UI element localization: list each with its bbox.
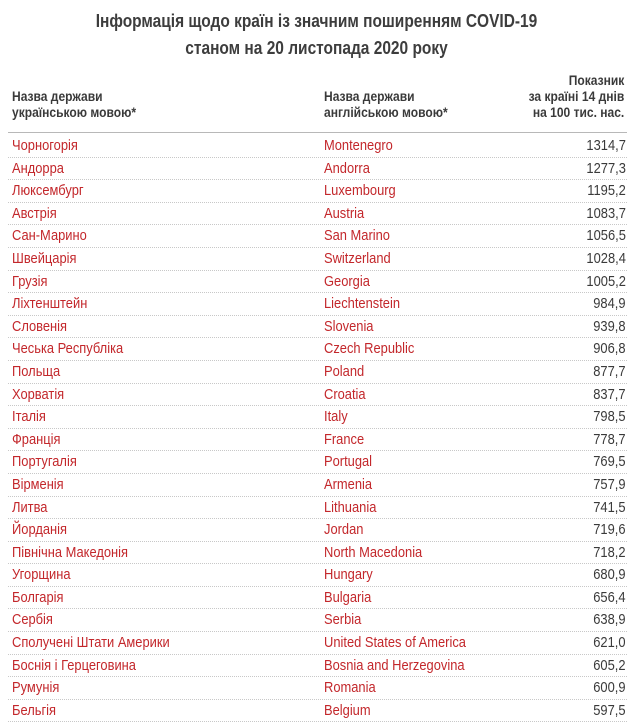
table-row <box>8 429 627 452</box>
country-name-ukrainian: Сан-Марино <box>12 227 87 245</box>
incidence-value: 1083,7 <box>586 204 626 222</box>
column-header-incidence <box>528 72 624 120</box>
incidence-value: 638,9 <box>593 611 626 629</box>
table-row <box>8 338 627 361</box>
column-header-incidence-line-1: Показник <box>568 72 624 88</box>
incidence-value: 877,7 <box>593 362 626 380</box>
country-name-ukrainian: Франція <box>12 430 61 448</box>
column-header-ukrainian-line-1: Назва держави <box>12 88 103 104</box>
country-table-body <box>8 135 627 722</box>
country-name-ukrainian: Сербія <box>12 611 53 629</box>
incidence-value: 837,7 <box>593 385 626 403</box>
country-name-ukrainian: Вірменія <box>12 475 64 493</box>
incidence-value: 798,5 <box>593 408 626 426</box>
country-name-english: North Macedonia <box>324 543 423 561</box>
country-name-ukrainian: Боснія і Герцеговина <box>12 656 136 674</box>
table-row <box>8 203 627 226</box>
incidence-value: 1195,2 <box>587 182 626 200</box>
country-name-ukrainian: Болгарія <box>12 588 64 606</box>
country-name-ukrainian: Чорногорія <box>12 137 78 154</box>
table-row <box>8 587 627 610</box>
table-row <box>8 384 627 407</box>
country-name-english: Portugal <box>324 453 373 471</box>
table-row <box>8 700 627 722</box>
country-name-ukrainian: Румунія <box>12 679 60 697</box>
table-row <box>8 497 627 520</box>
country-name-ukrainian: Польща <box>12 362 61 380</box>
country-name-english: San Marino <box>324 227 390 245</box>
table-row <box>8 135 627 158</box>
table-row <box>8 406 627 429</box>
country-name-english: Italy <box>324 408 348 426</box>
country-name-english: Andorra <box>324 159 370 177</box>
country-name-ukrainian: Сполучені Штати Америки <box>12 634 170 652</box>
incidence-value: 600,9 <box>593 679 626 697</box>
column-header-ukrainian-name <box>12 88 136 120</box>
country-name-english: Bosnia and Herzegovina <box>324 656 465 674</box>
country-name-english: Austria <box>324 204 365 222</box>
incidence-value: 939,8 <box>593 317 626 335</box>
country-name-english: Liechtenstein <box>324 295 401 313</box>
country-name-english: Romania <box>324 679 376 697</box>
incidence-value: 1056,5 <box>586 227 626 245</box>
country-name-english: Czech Republic <box>324 340 415 358</box>
country-name-ukrainian: Португалія <box>12 453 77 471</box>
column-header-english-line-1: Назва держави <box>324 88 415 104</box>
country-name-ukrainian: Хорватія <box>12 385 65 403</box>
column-header-english-name <box>324 88 448 120</box>
incidence-value: 984,9 <box>593 295 626 313</box>
table-row <box>8 451 627 474</box>
country-name-english: Poland <box>324 362 365 380</box>
incidence-value: 769,5 <box>593 453 626 471</box>
country-name-ukrainian: Угорщина <box>12 566 71 584</box>
incidence-value: 621,0 <box>593 634 626 652</box>
incidence-value: 741,5 <box>593 498 626 516</box>
table-row <box>8 316 627 339</box>
table-row <box>8 225 627 248</box>
country-name-english: Bulgaria <box>324 588 372 606</box>
document-title <box>44 8 588 62</box>
incidence-value: 605,2 <box>593 656 626 674</box>
country-name-english: Montenegro <box>324 137 393 154</box>
table-row <box>8 361 627 384</box>
incidence-value: 1277,3 <box>586 159 626 177</box>
incidence-value: 778,7 <box>593 430 626 448</box>
country-name-ukrainian: Йорданія <box>12 521 68 539</box>
country-name-english: Luxembourg <box>324 182 396 200</box>
country-name-ukrainian: Грузія <box>12 272 48 290</box>
table-row <box>8 542 627 565</box>
country-name-english: Hungary <box>324 566 373 584</box>
country-name-ukrainian: Ліхтенштейн <box>12 295 88 313</box>
table-row <box>8 519 627 542</box>
country-name-english: Jordan <box>324 521 364 539</box>
incidence-value: 597,5 <box>593 701 626 719</box>
country-name-english: Switzerland <box>324 249 391 267</box>
incidence-value: 656,4 <box>593 588 626 606</box>
table-row <box>8 248 627 271</box>
incidence-value: 757,9 <box>593 475 626 493</box>
table-row <box>8 677 627 700</box>
country-name-ukrainian: Словенія <box>12 317 68 335</box>
table-row <box>8 655 627 678</box>
title-line-2: станом на 20 листопада 2020 року <box>185 38 448 58</box>
table-row <box>8 180 627 203</box>
country-name-english: Slovenia <box>324 317 374 335</box>
incidence-value: 719,6 <box>593 521 626 539</box>
country-name-english: United States of America <box>324 634 466 652</box>
table-row <box>8 293 627 316</box>
incidence-value: 718,2 <box>593 543 626 561</box>
column-header-incidence-line-3: на 100 тис. нас. <box>532 104 624 120</box>
column-header-incidence-line-2: за країні 14 днів <box>528 88 624 104</box>
country-name-ukrainian: Чеська Республіка <box>12 340 124 358</box>
table-row <box>8 474 627 497</box>
table-row <box>8 564 627 587</box>
column-header-english-line-2: англійською мовою* <box>324 104 448 120</box>
country-name-ukrainian: Північна Македонія <box>12 543 129 561</box>
country-name-english: Serbia <box>324 611 362 629</box>
country-name-ukrainian: Литва <box>12 498 48 516</box>
country-name-ukrainian: Андорра <box>12 159 64 177</box>
header-divider <box>8 132 627 133</box>
country-name-ukrainian: Італія <box>12 408 46 426</box>
country-name-ukrainian: Швейцарія <box>12 249 77 267</box>
incidence-value: 906,8 <box>593 340 626 358</box>
country-name-english: Croatia <box>324 385 366 403</box>
country-name-english: Georgia <box>324 272 370 290</box>
incidence-value: 1005,2 <box>586 272 626 290</box>
incidence-value: 1028,4 <box>586 249 626 267</box>
table-row <box>8 158 627 181</box>
title-line-1: Інформація щодо країн із значним поширенням COVID-19 <box>95 11 538 31</box>
country-name-ukrainian: Бельгія <box>12 701 57 719</box>
incidence-value: 680,9 <box>593 566 626 584</box>
country-name-english: France <box>324 430 365 448</box>
incidence-value: 1314,7 <box>586 137 626 154</box>
table-row <box>8 271 627 294</box>
country-name-ukrainian: Люксембург <box>12 182 84 200</box>
country-name-english: Lithuania <box>324 498 377 516</box>
country-name-english: Armenia <box>324 475 373 493</box>
country-name-ukrainian: Австрія <box>12 204 57 222</box>
table-row <box>8 609 627 632</box>
column-header-ukrainian-line-2: українською мовою* <box>12 104 137 120</box>
table-row <box>8 632 627 655</box>
country-name-english: Belgium <box>324 701 371 719</box>
